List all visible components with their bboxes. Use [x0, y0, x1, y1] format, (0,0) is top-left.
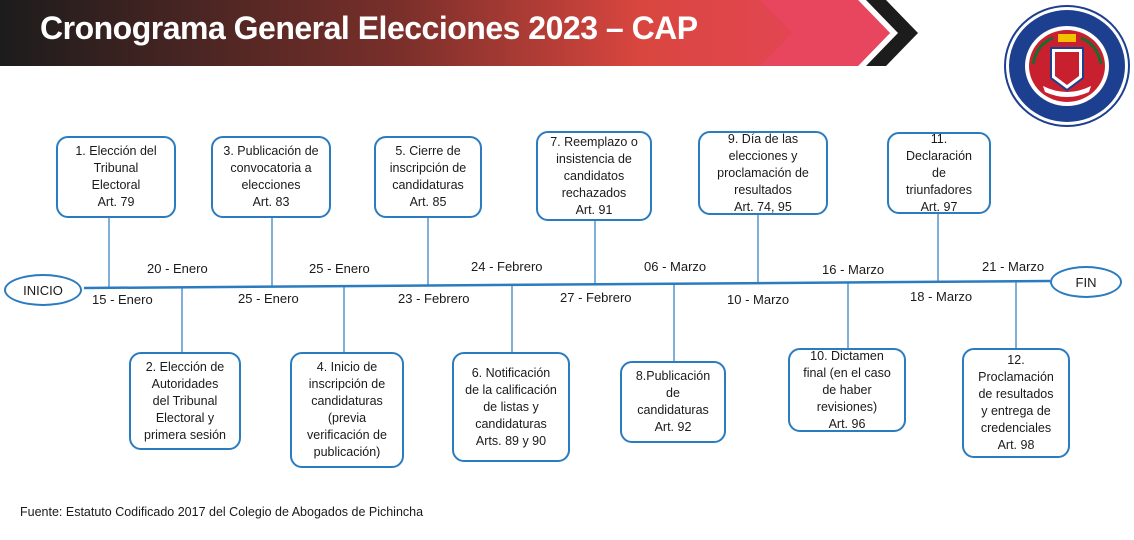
event-below-date: 23 - Febrero	[398, 291, 470, 306]
event-below-date: 15 - Enero	[92, 292, 153, 307]
event-above-label: 5. Cierre de inscripción de candidaturas Art. 85	[389, 144, 467, 209]
page-title: Cronograma General Elecciones 2023 – CAP	[40, 10, 698, 46]
event-above-box	[211, 136, 331, 218]
event-below-date: 18 - Marzo	[910, 289, 973, 304]
event-above-label: 3. Publicación de convocatoria a elecciones Art. 83	[223, 144, 319, 209]
event-above-label: 7. Reemplazo o insistencia de candidatos rechazados Art. 91	[550, 134, 638, 217]
event-above-label: 9. Día de las elecciones y proclamación de resultados Art. 74, 95	[717, 131, 809, 214]
event-below-label: 8.Publicación de candidaturas Art. 92	[635, 369, 711, 434]
event-above-label: 11. Declaración de triunfadores Art. 97	[905, 131, 972, 214]
event-above-date: 20 - Enero	[147, 261, 208, 276]
event-below-date: 10 - Marzo	[727, 292, 790, 307]
event-below-label: 6. Notificación de la calificación de listas y candidaturas Arts. 89 y 90	[465, 365, 557, 448]
event-above-date: 16 - Marzo	[822, 262, 885, 277]
source-note: Fuente: Estatuto Codificado 2017 del Colegio de Abogados de Pichincha	[20, 505, 424, 519]
event-above-box	[374, 136, 482, 218]
event-below-label: 2. Elección de Autoridades del Tribunal Electoral y primera sesión	[144, 359, 226, 442]
event-above-box	[536, 131, 652, 221]
event-below-date: 25 - Enero	[238, 291, 299, 306]
event-below-box	[620, 361, 726, 443]
event-above-date: 25 - Enero	[309, 261, 370, 276]
event-below-box	[290, 352, 404, 468]
event-above-box	[698, 131, 828, 215]
event-below-box	[788, 348, 906, 432]
event-above-date: 21 - Marzo	[982, 259, 1045, 274]
event-above-date: 24 - Febrero	[471, 259, 543, 274]
event-above-date: 06 - Marzo	[644, 259, 707, 274]
event-below-date: 27 - Febrero	[560, 290, 632, 305]
timeline-start: INICIO	[4, 274, 82, 306]
event-above-label: 1. Elección del Tribunal Electoral Art. 79	[75, 144, 157, 209]
event-below-box	[962, 348, 1070, 458]
timeline-end: FIN	[1050, 266, 1122, 298]
event-above-box	[887, 132, 991, 214]
event-below-box	[452, 352, 570, 462]
event-below-label: 10. Dictamen final (en el caso de haber revisiones) Art. 96	[803, 348, 891, 431]
timeline-axis	[84, 281, 1050, 288]
event-below-label: 12. Proclamación de resultados y entrega de credenciales Art. 98	[978, 353, 1054, 452]
event-below-label: 4. Inicio de inscripción de candidaturas (previa verificación de publicación)	[307, 360, 387, 459]
event-above-box	[56, 136, 176, 218]
event-below-box	[129, 352, 241, 450]
